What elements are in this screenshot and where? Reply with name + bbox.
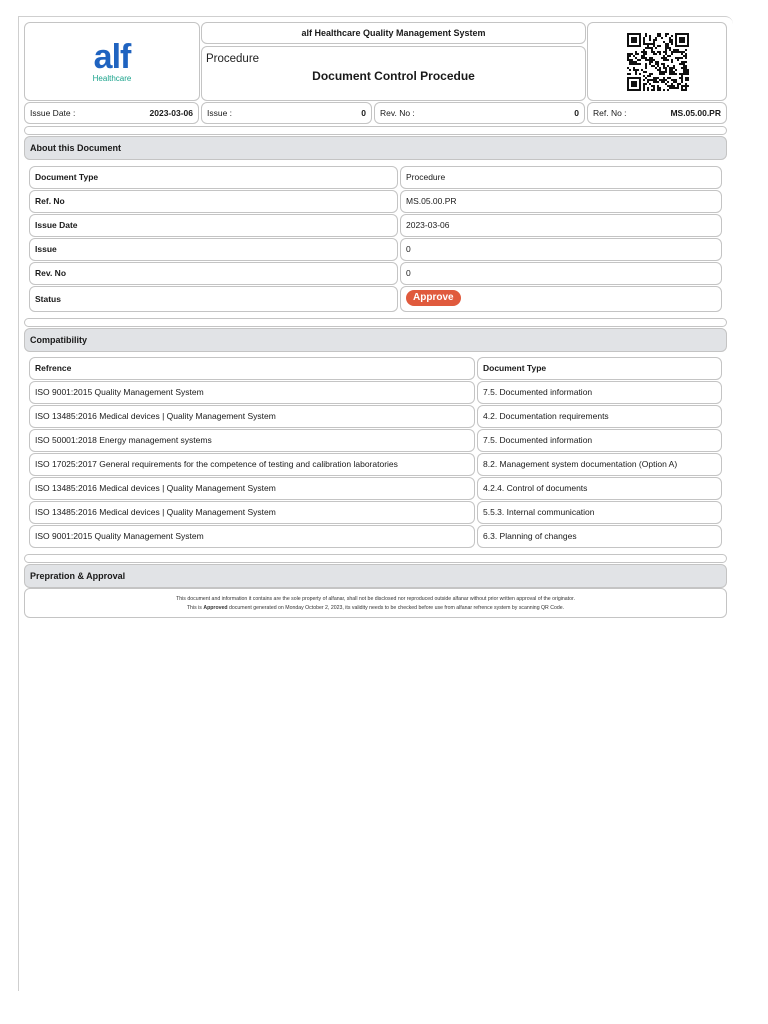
rev-value: 0 [574,108,579,118]
issue-value: 0 [361,108,366,118]
table-row-doc-type: 4.2.4. Control of documents [477,477,722,500]
footer-line-1: This document and information it contains are the sole property of alfanar, shall not be disclosed nor reproduced outside alfanar without prior written approval of the originator. [176,596,575,602]
issue-field [201,102,372,124]
table-row-doc-type: 8.2. Management system documentation (Option A) [477,453,722,476]
rev-field [374,102,585,124]
about-value-rev-no: 0 [400,262,722,285]
document-footer-note [24,588,727,618]
company-logo [24,22,200,101]
table-row-reference: ISO 9001:2015 Quality Management System [29,525,475,548]
qr-code-box [587,22,727,101]
column-header-document-type: Document Type [477,357,722,380]
rev-label: Rev. No : [380,108,415,118]
table-row-doc-type: 7.5. Documented information [477,429,722,452]
logo-subtitle: Healthcare [92,74,132,83]
about-value-ref-no: MS.05.00.PR [400,190,722,213]
issue-date-field [24,102,199,124]
status-badge: Approve [406,290,461,306]
about-value-status [400,286,722,312]
footer-approved-text: Approved [203,605,228,611]
document-title: Document Control Procedue [312,69,475,83]
logo-text: alf [93,38,131,76]
table-row-reference: ISO 50001:2018 Energy management systems [29,429,475,452]
ref-field [587,102,727,124]
table-row-doc-type: 6.3. Planning of changes [477,525,722,548]
issue-date-value: 2023-03-06 [149,108,193,118]
table-row-reference: ISO 13485:2016 Medical devices | Quality Management System [29,405,475,428]
divider [24,318,727,327]
divider [24,554,727,563]
table-row-reference: ISO 17025:2017 General requirements for the competence of testing and calibration laboratories [29,453,475,476]
issue-label: Issue : [207,108,233,118]
about-label-ref-no: Ref. No [29,190,398,213]
issue-date-label: Issue Date : [30,108,76,118]
table-row-doc-type: 7.5. Documented information [477,381,722,404]
ref-value: MS.05.00.PR [670,108,721,118]
about-label-issue-date: Issue Date [29,214,398,237]
document-type-label: Procedure [206,53,260,65]
compatibility-section-header: Compatibility [24,328,727,352]
about-label-document-type: Document Type [29,166,398,189]
document-title-box [201,46,586,101]
table-row-reference: ISO 9001:2015 Quality Management System [29,381,475,404]
divider [24,126,727,135]
about-value-document-type: Procedure [400,166,722,189]
ref-label: Ref. No : [593,108,627,118]
about-value-issue: 0 [400,238,722,261]
approval-section-header: Prepration & Approval [24,564,727,588]
about-label-status: Status [29,286,398,312]
about-section-header: About this Document [24,136,727,160]
about-label-issue: Issue [29,238,398,261]
about-label-rev-no: Rev. No [29,262,398,285]
table-row-reference: ISO 13485:2016 Medical devices | Quality Management System [29,477,475,500]
about-value-issue-date: 2023-03-06 [400,214,722,237]
table-row-doc-type: 5.5.3. Internal communication [477,501,722,524]
system-title: alf Healthcare Quality Management System [201,22,586,44]
table-row-doc-type: 4.2. Documentation requirements [477,405,722,428]
table-row-reference: ISO 13485:2016 Medical devices | Quality Management System [29,501,475,524]
footer-line-2: This is Approved document generated on Monday October 2, 2023, its validity needs to be checked before use from alfanar refrence system by scanning QR Code. [186,605,565,611]
column-header-reference: Refrence [29,357,475,380]
qr-code-icon [627,33,689,91]
